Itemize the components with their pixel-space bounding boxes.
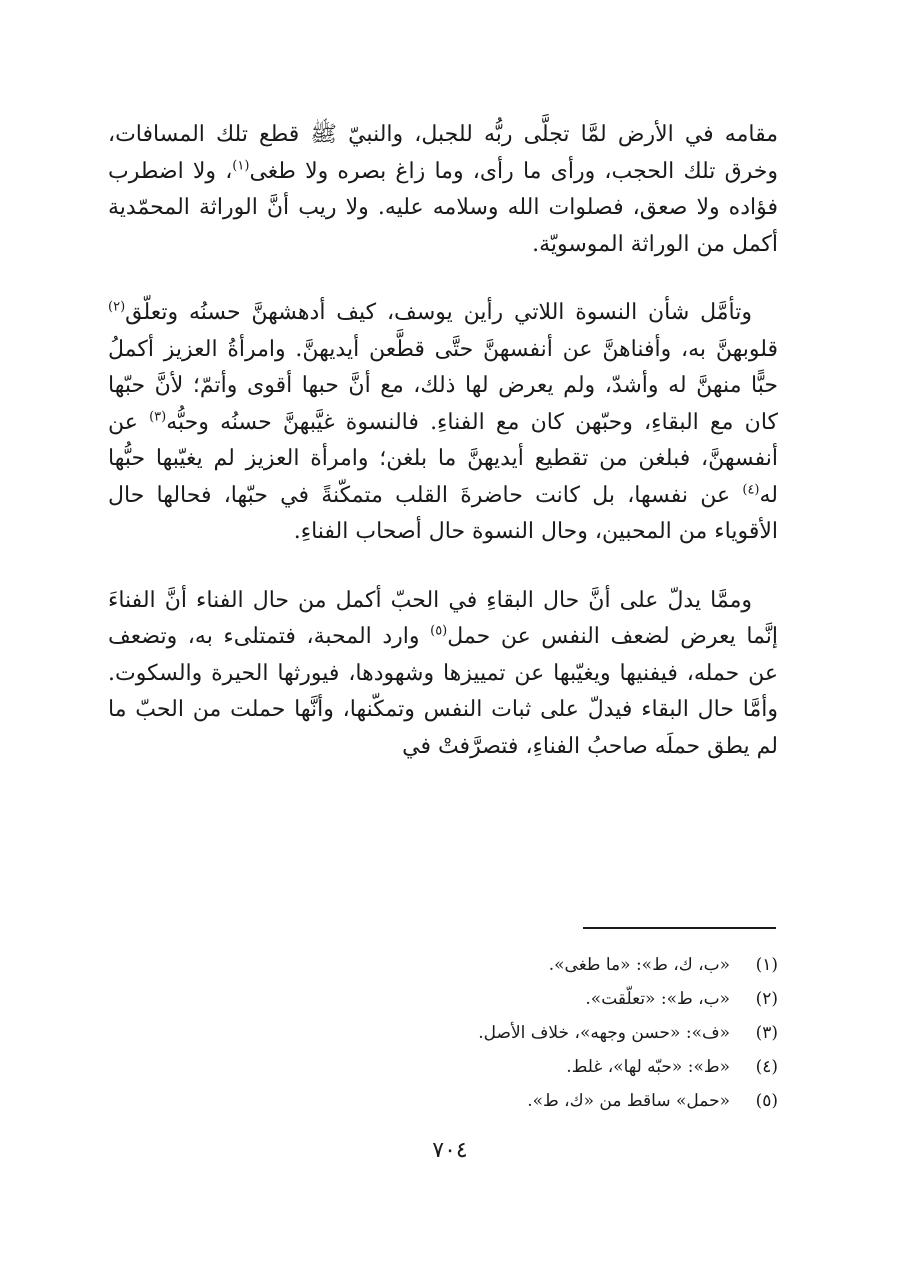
footnote-separator: [583, 927, 776, 929]
footnote-ref-3: (٣): [149, 409, 167, 425]
paragraph-2-text-d: عن نفسها، بل كانت حاضرةَ القلب متمكّنةً في حبّها، فحالها حال الأقوياء من المحبين، وحال النسوة حال أصحاب الفناءِ.: [108, 482, 778, 544]
footnote-ref-2: (٢): [108, 299, 126, 315]
paragraph-2-text-a: وتأمَّل شأن النسوة اللاتي رأين يوسف، كيف أدهشهنَّ حسنُه وتعلّق: [125, 300, 752, 325]
footnote-number: (٤): [755, 1057, 778, 1077]
paragraph-1-text: مقامه في الأرض لمَّا تجلَّى ربُّه للجبل، والنبيّ ﷺ قطع تلك المسافات، وخرق تلك الحجب، ورأى ما رأى، وما زاغ بصره ولا طغى: [108, 122, 778, 184]
paragraph-3: [108, 583, 778, 766]
footnote-text: «حمل» ساقط من «ك، ط».: [527, 1091, 730, 1111]
main-text: [108, 117, 778, 797]
footnote-number: (٥): [755, 1091, 778, 1111]
footnote-text: «ب، ط»: «تعلّقت».: [585, 989, 730, 1009]
footnote-text: «ف»: «حسن وجهه»، خلاف الأصل.: [478, 1023, 730, 1043]
footnote-5: [108, 1084, 778, 1118]
paragraph-2-text-c: عن أنفسهنَّ، فبلغن من تقطيع أيديهنَّ ما بلغن؛ وامرأة العزيز لم يغيّبها حبُّها له: [108, 409, 778, 508]
paragraph-2-text-b: قلوبهنَّ به، وأفناهنَّ عن أنفسهنَّ حتَّى قطَّعن أيديهنَّ. وامرأةُ العزيز أكملُ حبًّا منهنَّ له وأشدّ، ولم يعرض لها ذلك، مع أنَّ حبها أقوى وأتمّ؛ لأنَّ حبّها كان مع البقاءِ، وحبّهن كان مع الفناءِ. فالنسوة غيَّبهنَّ حسنُه وحبُّه: [108, 336, 778, 435]
paragraph-1: [108, 117, 778, 263]
page-number: ٧٠٤: [432, 1138, 468, 1163]
paragraph-3-text-a: وممَّا يدلّ على أنَّ حال البقاءِ في الحبّ أكمل من حال الفناء أنَّ الفناءَ إنَّما يعرض لضعف النفس عن حمل: [108, 587, 778, 649]
footnote-ref-1: (١): [232, 158, 250, 174]
footnote-ref-5: (٥): [430, 623, 448, 639]
footnote-text: «ط»: «حبّه لها»، غلط.: [566, 1057, 730, 1077]
footnote-number: (٢): [755, 989, 778, 1009]
footnote-4: [108, 1050, 778, 1084]
paragraph-3-text-b: وارد المحبة، فتمتلىء به، وتضعف عن حمله، فيفنيها ويغيّبها عن تمييزها وشهودها، فيورثها الحيرة والسكوت. وأمَّا حال البقاء فيدلّ على ثبات النفس وتمكّنها، وأنَّها حملت من الحبّ ما لم يطق حملَه صاحبُ الفناءِ، فتصرَّفتْ في: [108, 624, 778, 759]
footnotes: [108, 948, 778, 1118]
footnote-number: (٣): [755, 1023, 778, 1043]
footnote-1: [108, 948, 778, 982]
paragraph-1-end: ، ولا اضطرب فؤاده ولا صعق، فصلوات الله وسلامه عليه. ولا ريب أنَّ الوراثة المحمّدية أكمل من الوراثة الموسويّة.: [108, 158, 778, 257]
footnote-ref-4: (٤): [742, 482, 760, 498]
footnote-2: [108, 982, 778, 1016]
paragraph-2: [108, 295, 778, 551]
footnote-3: [108, 1016, 778, 1050]
footnote-number: (١): [755, 955, 778, 975]
footnote-text: «ب، ك، ط»: «ما طغى».: [548, 955, 730, 975]
